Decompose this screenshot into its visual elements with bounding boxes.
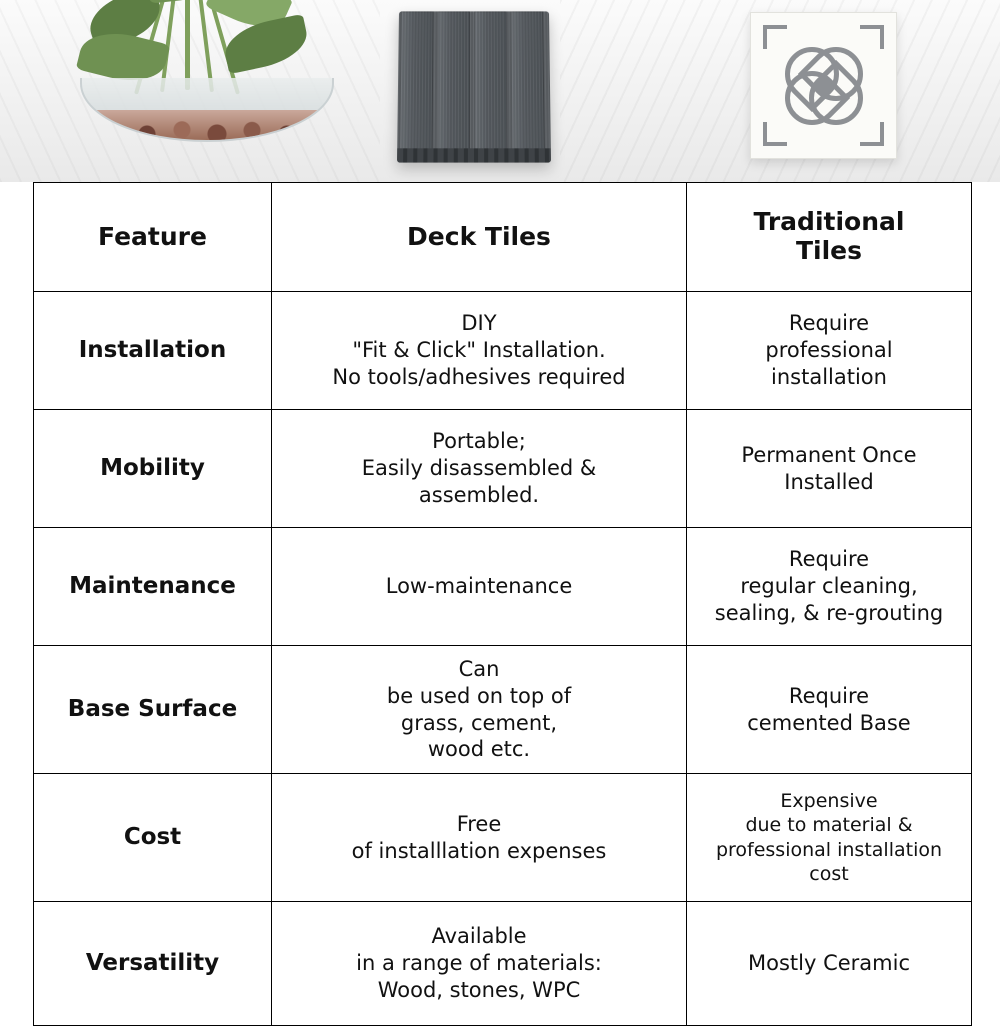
cell-line: Low-maintenance [385,574,573,599]
deck-wood-grain [397,11,551,162]
cell-cost-traditional [687,774,972,902]
cell-mobility-traditional [687,410,972,528]
cell-line: Require [788,683,870,708]
header-traditional-line-2: Tiles [795,236,863,265]
cell-versatility-traditional [687,902,972,1026]
cell-line: "Fit & Click" Installation. [352,338,606,363]
header-traditional-tiles [687,183,972,292]
row-label-versatility: Versatility [34,902,272,1026]
table-row [34,902,972,1026]
cell-base-surface-deck [272,646,687,774]
row-label-maintenance: Maintenance [34,528,272,646]
cell-line: Require [788,547,870,572]
cell-versatility-deck [272,902,687,1026]
traditional-tile-photo [750,12,897,159]
cell-line: No tools/adhesives required [332,364,626,389]
cell-mobility-deck [272,410,687,528]
cell-line: Free [456,811,502,836]
row-label-mobility: Mobility [34,410,272,528]
comparison-table [33,182,972,1026]
cell-line: Wood, stones, WPC [377,977,581,1002]
cell-line: Require [788,311,870,336]
motif-center-dot [816,78,832,94]
cell-line: in a range of materials: [356,951,602,976]
deck-tile-photo [397,11,551,162]
row-label-installation: Installation [34,292,272,410]
pebbles [82,110,332,140]
deck-tile-interlock-edge [397,148,551,162]
cell-cost-deck [272,774,687,902]
table-row [34,528,972,646]
cell-line: wood etc. [427,737,531,762]
cell-line: be used on top of [386,683,572,708]
cell-line: assembled. [418,482,540,507]
row-label-base-surface: Base Surface [34,646,272,774]
cell-installation-deck [272,292,687,410]
cell-line: of installlation expenses [351,838,607,863]
cell-line: grass, cement, [400,710,558,735]
tile-motif [759,21,888,150]
motif-corner [860,122,884,146]
cell-line: Can [458,656,500,681]
header-feature: Feature [34,183,272,292]
potted-plant-photo [60,0,360,182]
cell-line: Easily disassembled & [361,456,597,481]
motif-corner [763,122,787,146]
row-label-cost: Cost [34,774,272,902]
glass-bowl [80,78,334,142]
comparison-table-wrapper [33,182,971,1026]
cell-line: installation [771,364,887,389]
cell-line: regular cleaning, [740,574,918,599]
table-row [34,292,972,410]
cell-line: due to material & [745,814,913,837]
header-image-banner [0,0,1000,182]
plant-stem [185,0,190,90]
cell-line: professional [765,338,893,363]
cell-maintenance-traditional [687,528,972,646]
cell-line: Permanent Once [741,442,917,467]
cell-installation-traditional [687,292,972,410]
cell-line: Available [431,924,527,949]
cell-line: Mostly Ceramic [747,951,910,976]
cell-line: sealing, & re-grouting [714,600,944,625]
table-row [34,410,972,528]
cell-line: DIY [461,311,497,336]
plant-leaf [220,14,311,75]
motif-corner [860,25,884,49]
cell-line: cost [809,862,849,885]
motif-corner [763,25,787,49]
cell-line: Portable; [432,429,526,454]
header-deck-tiles: Deck Tiles [272,183,687,292]
cell-line: professional installation [715,838,943,861]
cell-line: Expensive [780,789,878,812]
table-row [34,774,972,902]
cell-line: cemented Base [747,710,911,735]
cell-maintenance-deck [272,528,687,646]
table-header-row [34,183,972,292]
header-traditional-line-1: Traditional [753,207,905,237]
cell-line: Installed [784,469,874,494]
table-row [34,646,972,774]
cell-base-surface-traditional [687,646,972,774]
